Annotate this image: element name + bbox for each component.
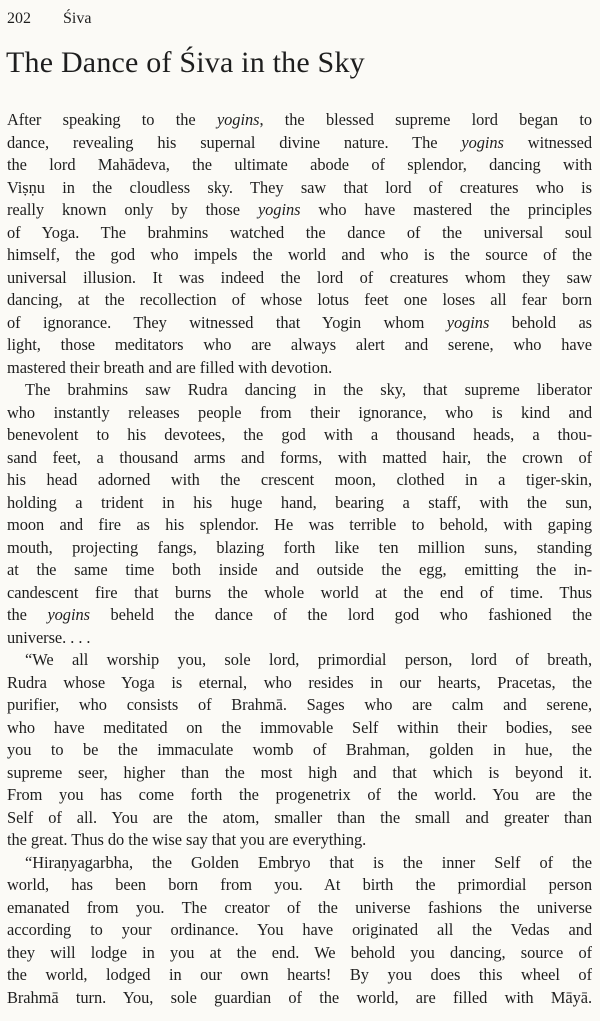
text-segment: the (7, 605, 48, 624)
text-line (7, 177, 592, 200)
text-segment: witnessed (503, 132, 592, 152)
italic-text-segment: yogins (216, 110, 260, 129)
text-segment: dancing, at the recollection of whose lotus feet one loses all fear born (7, 290, 592, 309)
text-segment: supreme seer, higher than the most high and that which is beyond it. (7, 762, 592, 782)
text-line (7, 739, 592, 762)
text-segment: himself, the god who impels the world and who is the source of the (7, 245, 592, 264)
text-segment: sand feet, a thousand arms and forms, with matted hair, the crown of (7, 447, 592, 467)
text-line (7, 132, 592, 155)
text-segment: you to be the immaculate womb of Brahman, golden in hue, the (7, 740, 592, 759)
text-segment: world, has been born from you. At birth the primordial person (7, 875, 592, 894)
italic-text-segment: yogins (446, 312, 490, 332)
text-line (7, 582, 592, 605)
text-segment: who have meditated on the immovable Self within their bodies, see (7, 717, 592, 737)
text-line (7, 402, 592, 425)
text-line (7, 312, 592, 335)
text-segment: of ignorance. They witnessed that Yogin whom (7, 312, 447, 332)
text-line (7, 379, 592, 402)
text-line (7, 784, 592, 807)
paragraph (7, 852, 592, 1010)
text-segment: mastered their breath and are filled with devotion. (7, 357, 333, 377)
text-segment: beheld the dance of the lord god who fashioned the (89, 605, 592, 624)
text-line (7, 289, 592, 312)
text-segment: From you has come forth the progenetrix of the world. You are the (7, 785, 592, 804)
text-line (7, 874, 592, 897)
text-line (7, 559, 592, 582)
chapter-title: The Dance of Śiva in the Sky (6, 46, 365, 79)
text-line (7, 492, 592, 515)
text-line (7, 222, 592, 245)
text-segment: his head adorned with the crescent moon, clothed in a tiger-skin, (7, 470, 592, 489)
text-segment: “We all worship you, sole lord, primordial person, lord of breath, (25, 650, 592, 669)
text-line (7, 987, 592, 1010)
text-line (7, 537, 592, 560)
text-line (7, 154, 592, 177)
text-segment: Brahmā turn. You, sole guardian of the world, are filled with Māyā. (7, 987, 592, 1007)
paragraph (7, 379, 592, 649)
page-number: 202 (7, 10, 31, 27)
text-line (7, 942, 592, 965)
text-line (7, 964, 592, 987)
text-segment: benevolent to his devotees, the god with a thousand heads, a thou- (7, 425, 592, 444)
text-line (7, 627, 592, 650)
text-line (7, 357, 592, 380)
text-segment: they will lodge in you at the end. We behold you dancing, source of (7, 942, 592, 962)
text-segment: , the blessed supreme lord began to (259, 110, 592, 129)
text-segment: mouth, projecting fangs, blazing forth like ten million suns, standing (7, 537, 592, 557)
text-segment: Viṣṇu in the cloudless sky. They saw that lord of creatures who is (7, 177, 592, 197)
text-segment: purifier, who consists of Brahmā. Sages who are calm and serene, (7, 695, 592, 714)
text-segment: After speaking to the (7, 110, 217, 129)
text-line (7, 267, 592, 290)
text-line (7, 672, 592, 695)
text-segment: Rudra whose Yoga is eternal, who resides in our hearts, Pracetas, the (7, 672, 592, 692)
text-line (7, 424, 592, 447)
text-line (7, 604, 592, 627)
text-segment: the world, lodged in our own hearts! By you does this wheel of (7, 965, 592, 984)
text-line (7, 852, 592, 875)
text-segment: who instantly releases people from their ignorance, who is kind and (7, 402, 592, 422)
text-segment: holding a trident in his huge hand, bearing a staff, with the sun, (7, 492, 592, 512)
page-body (7, 109, 592, 1009)
text-line (7, 649, 592, 672)
text-segment: the great. Thus do the wise say that you are everything. (7, 830, 367, 849)
text-line (7, 469, 592, 492)
text-segment: candescent fire that burns the whole world at the end of time. Thus (7, 582, 592, 602)
text-segment: moon and fire as his splendor. He was terrible to behold, with gaping (7, 515, 592, 534)
text-line (7, 109, 592, 132)
text-segment: behold as (489, 312, 592, 332)
text-segment: of Yoga. The brahmins watched the dance of the universal soul (7, 222, 592, 242)
text-segment: dance, revealing his supernal divine nature. The (7, 132, 462, 152)
text-line (7, 717, 592, 740)
italic-text-segment: yogins (47, 605, 90, 624)
text-line (7, 762, 592, 785)
text-segment: Self of all. You are the atom, smaller than the small and greater than (7, 807, 592, 827)
text-line (7, 897, 592, 920)
text-line (7, 334, 592, 357)
text-segment: according to your ordinance. You have originated all the Vedas and (7, 920, 592, 939)
italic-text-segment: yogins (461, 132, 504, 152)
text-line (7, 447, 592, 470)
text-segment: at the same time both inside and outside the egg, emitting the in- (7, 560, 592, 579)
text-line (7, 829, 592, 852)
text-line (7, 807, 592, 830)
text-line (7, 244, 592, 267)
text-segment: universe. . . . (7, 627, 91, 647)
text-line (7, 919, 592, 942)
text-segment: the lord Mahādeva, the ultimate abode of splendor, dancing with (7, 155, 592, 174)
running-title: Śiva (63, 10, 92, 27)
paragraph (7, 109, 592, 379)
text-segment: universal illusion. It was indeed the lord of creatures whom they saw (7, 267, 592, 287)
text-segment: really known only by those (7, 200, 258, 219)
text-segment: The brahmins saw Rudra dancing in the sky, that supreme liberator (25, 380, 592, 399)
text-line (7, 199, 592, 222)
text-segment: emanated from you. The creator of the universe fashions the universe (7, 897, 592, 917)
running-header (7, 10, 592, 28)
text-line (7, 514, 592, 537)
text-segment: “Hiraṇyagarbha, the Golden Embryo that is the inner Self of the (25, 852, 592, 872)
text-line (7, 694, 592, 717)
text-segment: light, those meditators who are always alert and serene, who have (7, 335, 592, 354)
italic-text-segment: yogins (257, 200, 301, 219)
paragraph (7, 649, 592, 852)
text-segment: who have mastered the principles (300, 200, 592, 219)
